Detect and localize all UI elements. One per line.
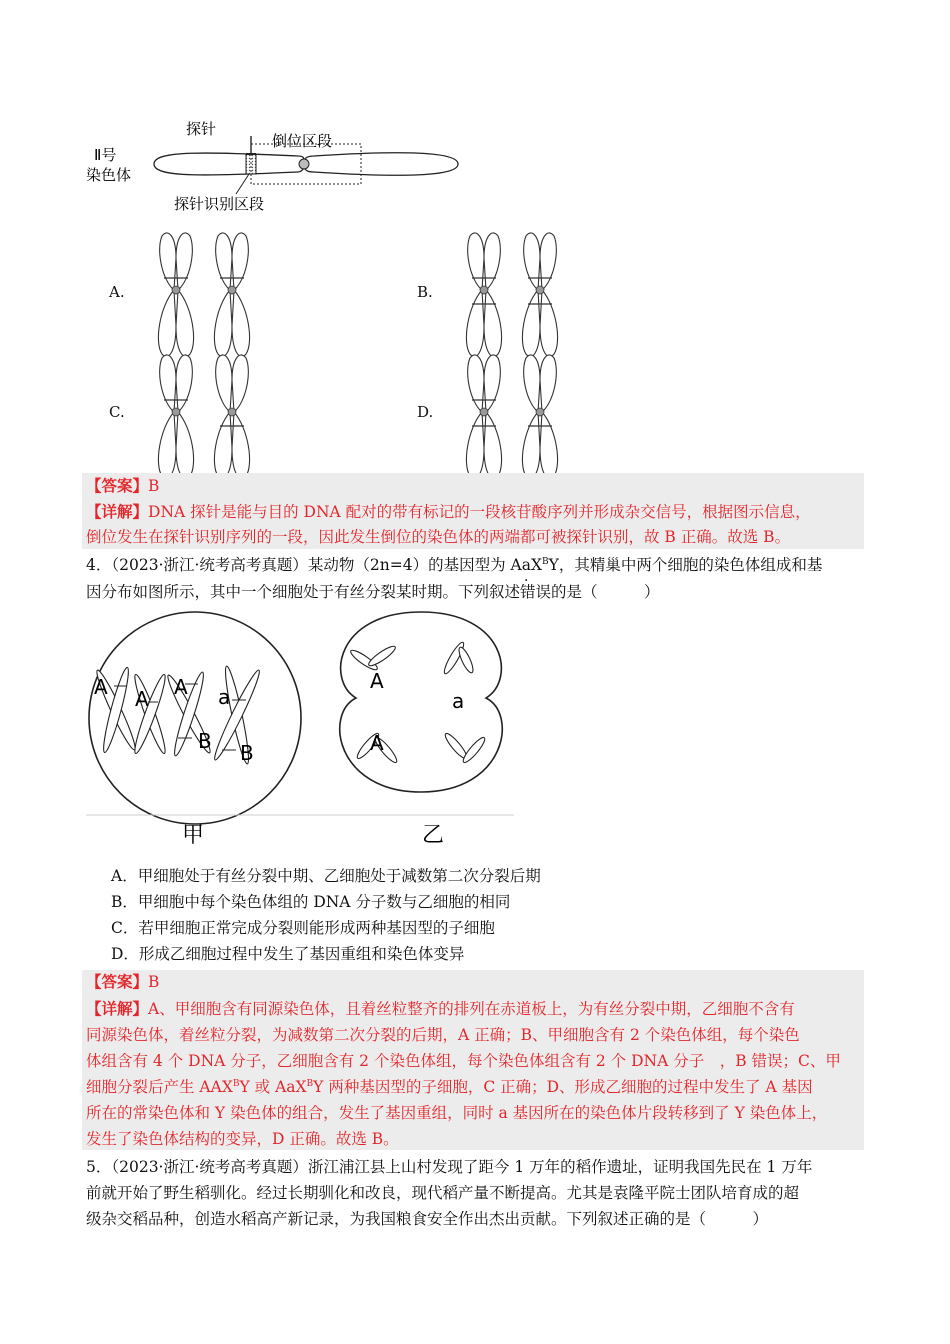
q4-stem-2-post: 的是（ ） bbox=[551, 583, 660, 601]
probe-region-label: 探针识别区段 bbox=[174, 195, 265, 213]
q4-stem-line-1 bbox=[86, 555, 822, 575]
q3-option-b-label[interactable]: B. bbox=[417, 283, 433, 301]
q3-option-a-label[interactable]: A. bbox=[109, 283, 125, 301]
q4-stem-1-pre: 4．（2023·浙江·统考高考真题）某动物（2n=4）的基因型为 AaX bbox=[86, 556, 543, 574]
q3-option-c-figure[interactable] bbox=[126, 352, 256, 482]
jia-gene-a: a bbox=[218, 685, 231, 709]
q4-option-d[interactable]: D．形成乙细胞过程中发生了基因重组和染色体变异 bbox=[111, 945, 465, 963]
q4-answer bbox=[86, 972, 159, 992]
q4-detail-line-3: 体组含有 4 个 DNA 分子，乙细胞含有 2 个染色体组，每个染色体组含有 2 个 DNA 分子 ，B 错误；C、甲 bbox=[86, 1052, 841, 1070]
yi-gene-A-2: A bbox=[370, 731, 384, 755]
yi-gene-a: a bbox=[452, 689, 465, 713]
q3-option-a-figure[interactable] bbox=[126, 230, 256, 360]
q4-detail-4-sup1: B bbox=[232, 1078, 240, 1089]
q3-answer bbox=[86, 476, 159, 496]
jia-gene-A-3: A bbox=[174, 675, 188, 699]
q4-detail-text-1: A、甲细胞含有同源染色体，且着丝粒整齐的排列在赤道板上，为有丝分裂中期，乙细胞不含有 bbox=[148, 1000, 795, 1018]
q3-option-d-figure[interactable] bbox=[434, 352, 564, 482]
q4-detail-line-2: 同源染色体，着丝粒分裂，为减数第二次分裂的后期，A 正确；B、甲细胞含有 2 个染色体组，每个染色 bbox=[86, 1026, 800, 1044]
inversion-label: 倒位区段 bbox=[272, 132, 333, 150]
jia-gene-B-1: B bbox=[198, 729, 212, 753]
q4-detail-tag: 【详解】 bbox=[86, 999, 149, 1018]
jia-gene-A-1: A bbox=[94, 675, 108, 699]
q4-detail-4-sup2: B bbox=[306, 1078, 314, 1089]
q3-detail-tag: 【详解】 bbox=[86, 502, 149, 521]
jia-gene-A-2: A bbox=[135, 687, 149, 711]
q3-detail-text-1: DNA 探针是能与目的 DNA 配对的带有标记的一段核苷酸序列并形成杂交信号，根据图示信息， bbox=[148, 503, 811, 521]
q4-stem-2-emphasis: 错误 bbox=[520, 583, 552, 601]
q4-option-a[interactable]: A．甲细胞处于有丝分裂中期、乙细胞处于减数第二次分裂后期 bbox=[111, 867, 541, 885]
jia-gene-B-2: B bbox=[240, 741, 254, 765]
q3-detail-line-1 bbox=[86, 502, 811, 522]
q4-stem-1-post: Y，其精巢中两个细胞的染色体组成和基 bbox=[548, 556, 823, 574]
probe-label: 探针 bbox=[186, 120, 217, 138]
q3-detail-line-2: 倒位发生在探针识别序列的一段，因此发生倒位的染色体的两端都可被探针识别，故 B 正确。故选 B。 bbox=[86, 528, 791, 546]
q3-answer-tag: 【答案】 bbox=[86, 476, 149, 495]
left-label-2: 染色体 bbox=[86, 166, 132, 184]
q5-stem-line-1: 5．（2023·浙江·统考高考真题）浙江浦江县上山村发现了距今 1 万年的稻作遗址，证明我国先民在 1 万年 bbox=[86, 1158, 813, 1176]
q4-answer-value: B bbox=[148, 973, 160, 991]
q4-answer-tag: 【答案】 bbox=[86, 972, 149, 991]
q4-option-b[interactable]: B．甲细胞中每个染色体组的 DNA 分子数与乙细胞的相同 bbox=[111, 893, 511, 911]
q4-detail-line-1 bbox=[86, 999, 795, 1019]
q4-stem-line-2 bbox=[86, 582, 660, 602]
q3-option-b-figure[interactable] bbox=[434, 230, 564, 360]
chromosome-probe-figure bbox=[86, 112, 486, 222]
q4-detail-4a: 细胞分裂后产生 AAX bbox=[86, 1078, 233, 1096]
q4-stem-1-sup: B bbox=[542, 556, 549, 567]
q3-answer-value: B bbox=[148, 477, 160, 495]
yi-gene-A-1: A bbox=[370, 669, 384, 693]
cell-jia-label: 甲 bbox=[182, 823, 205, 848]
q4-option-c[interactable]: C．若甲细胞正常完成分裂则能形成两种基因型的子细胞 bbox=[111, 919, 495, 937]
q4-cell-figure bbox=[86, 610, 516, 850]
q4-stem-2-pre: 因分布如图所示，其中一个细胞处于有丝分裂某时期。下列叙述 bbox=[86, 583, 521, 601]
q5-stem-line-3: 级杂交稻品种，创造水稻高产新记录，为我国粮食安全作出杰出贡献。下列叙述正确的是（ ） bbox=[86, 1210, 769, 1228]
left-label-1: Ⅱ号 bbox=[94, 146, 117, 164]
q4-detail-line-4 bbox=[86, 1077, 813, 1097]
q4-detail-line-5: 所在的常染色体和 Y 染色体的组合，发生了基因重组，同时 a 基因所在的染色体片段转移到了 Y 染色体上， bbox=[86, 1104, 828, 1122]
q3-option-d-label[interactable]: D. bbox=[417, 403, 434, 421]
q4-detail-4b: Y 或 AaX bbox=[239, 1078, 307, 1096]
q4-detail-4c: Y 两种基因型的子细胞，C 正确；D、形成乙细胞的过程中发生了 A 基因 bbox=[313, 1078, 813, 1096]
q5-stem-line-2: 前就开始了野生稻驯化。经过长期驯化和改良，现代稻产量不断提高。尤其是袁隆平院士团队培育成的超 bbox=[86, 1184, 800, 1202]
q3-option-c-label[interactable]: C. bbox=[109, 403, 125, 421]
cell-yi-label: 乙 bbox=[422, 823, 445, 848]
q4-detail-line-6: 发生了染色体结构的变异，D 正确。故选 B。 bbox=[86, 1130, 399, 1148]
